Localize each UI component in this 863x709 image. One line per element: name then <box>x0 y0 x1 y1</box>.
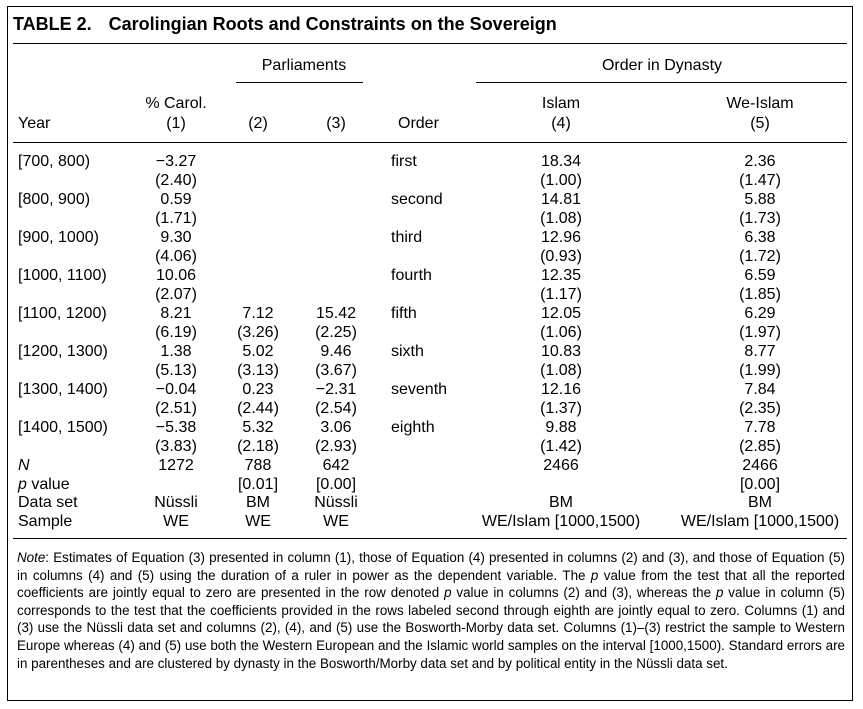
col5-header-top: We-Islam <box>726 95 794 112</box>
order-label: eighth <box>391 419 435 436</box>
col5-number: (5) <box>750 115 770 132</box>
col4-coef: 9.88 <box>545 419 577 436</box>
year-label: [1300, 1400) <box>18 381 108 398</box>
col3-se: (2.54) <box>315 400 357 417</box>
col3-se: (2.25) <box>315 324 357 341</box>
col1-coef: −5.38 <box>155 419 197 436</box>
col2-se: (2.44) <box>237 400 279 417</box>
n-col4: 2466 <box>543 457 579 474</box>
col5-coef: 5.88 <box>744 191 776 208</box>
col1-coef: −0.04 <box>155 381 197 398</box>
col2-coef: 5.02 <box>242 343 274 360</box>
year-header: Year <box>18 115 51 132</box>
n-col3: 642 <box>322 457 350 474</box>
col1-se: (4.06) <box>155 248 197 265</box>
table-note <box>17 549 845 672</box>
col5-coef: 2.36 <box>744 153 776 170</box>
order-label: sixth <box>391 343 424 360</box>
col1-se: (1.71) <box>155 210 197 227</box>
note-p-1: p <box>590 567 599 583</box>
col1-header-top: % Carol. <box>145 95 207 112</box>
year-label: [900, 1000) <box>18 229 99 246</box>
order-label: fifth <box>391 305 417 322</box>
col1-se: (2.51) <box>155 400 197 417</box>
table-label: TABLE 2. <box>13 14 92 34</box>
col3-coef: 9.46 <box>320 343 352 360</box>
year-label: [1100, 1200) <box>18 305 107 322</box>
note-part-2: value from the test that all the reported coefficients are jointly equal to zero are presented in the row denoted <box>17 567 846 601</box>
sample-label: Sample <box>18 513 73 530</box>
note-part-1: : Estimates of Equation (3) presented in column (1), those of Equation (4) presented in columns (2) and (3), and those of Equation (5) in columns (4) and (5) using the duration of a ruler in power as the dependent variable. The <box>17 550 845 583</box>
col4-se: (1.08) <box>540 210 582 227</box>
col3-se: (3.67) <box>315 362 357 379</box>
col1-coef: −3.27 <box>155 153 197 170</box>
order-label: seventh <box>391 381 448 398</box>
col5-se: (2.35) <box>739 400 781 417</box>
col2-se: (2.18) <box>237 438 279 455</box>
col5-se: (2.85) <box>739 438 781 455</box>
sample-col1: WE <box>163 513 189 530</box>
n-col2: 788 <box>244 457 272 474</box>
sample-col3: WE <box>323 513 349 530</box>
note-p-2: p <box>444 585 452 601</box>
col2-number: (2) <box>248 115 268 132</box>
col5-coef: 6.29 <box>744 305 776 322</box>
col4-header-top: Islam <box>541 95 581 112</box>
order-dynasty-header: Order in Dynasty <box>601 57 723 74</box>
parliaments-rule <box>236 82 363 83</box>
col1-se: (6.19) <box>155 324 197 341</box>
col1-se: (2.40) <box>155 172 197 189</box>
year-label: [1200, 1300) <box>18 343 108 360</box>
col1-se: (2.07) <box>155 286 197 303</box>
n-col5: 2466 <box>742 457 778 474</box>
col1-coef: 9.30 <box>160 229 192 246</box>
col2-se: (3.26) <box>237 324 279 341</box>
pvalue-col2: [0.01] <box>237 476 279 493</box>
sample-col4: WE/Islam [1000,1500) <box>481 513 641 530</box>
col4-se: (1.17) <box>540 286 582 303</box>
col4-coef: 18.34 <box>540 153 582 170</box>
col1-coef: 0.59 <box>160 191 192 208</box>
col4-se: (1.37) <box>540 400 582 417</box>
pvalue-col5: [0.00] <box>739 476 781 493</box>
col1-coef: 8.21 <box>160 305 192 322</box>
col3-number: (3) <box>326 115 346 132</box>
col4-coef: 12.96 <box>540 229 582 246</box>
order-label: first <box>391 153 417 170</box>
table-title <box>13 14 557 35</box>
col5-se: (1.47) <box>739 172 781 189</box>
col1-se: (5.13) <box>155 362 197 379</box>
col1-number: (1) <box>166 115 186 132</box>
col2-coef: 5.32 <box>242 419 274 436</box>
order-label: third <box>391 229 423 246</box>
dataset-col1: Nüssli <box>154 494 198 511</box>
n-col1: 1272 <box>158 457 194 474</box>
col5-coef: 8.77 <box>744 343 776 360</box>
col4-coef: 12.16 <box>540 381 582 398</box>
col3-se: (2.93) <box>315 438 357 455</box>
dataset-col5: BM <box>748 494 772 511</box>
dataset-label: Data set <box>18 494 78 511</box>
col5-se: (1.85) <box>739 286 781 303</box>
col1-coef: 10.06 <box>155 267 197 284</box>
col4-se: (1.06) <box>540 324 582 341</box>
order-label: second <box>391 191 443 208</box>
header-rule <box>13 142 847 143</box>
pvalue-col3: [0.00] <box>315 476 357 493</box>
col4-se: (1.08) <box>540 362 582 379</box>
sample-col5: WE/Islam [1000,1500) <box>680 513 840 530</box>
col1-coef: 1.38 <box>160 343 192 360</box>
dataset-col2: BM <box>246 494 270 511</box>
pvalue-label-p: p <box>18 476 27 493</box>
year-label: [800, 900) <box>18 191 91 208</box>
col5-coef: 6.59 <box>744 267 776 284</box>
order-header: Order <box>398 115 439 132</box>
note-part-3: value in columns (2) and (3), whereas the <box>451 585 716 601</box>
n-label: N <box>18 457 30 474</box>
col5-se: (1.72) <box>739 248 781 265</box>
col4-coef: 12.05 <box>540 305 582 322</box>
table-title-text: Carolingian Roots and Constraints on the Sovereign <box>108 14 557 34</box>
parliaments-header: Parliaments <box>261 57 347 74</box>
col3-coef: −2.31 <box>315 381 357 398</box>
pvalue-label <box>18 476 70 494</box>
order-dynasty-rule <box>476 82 847 83</box>
year-label: [700, 800) <box>18 153 91 170</box>
top-rule <box>13 43 847 44</box>
col3-coef: 15.42 <box>315 305 357 322</box>
sample-col2: WE <box>245 513 271 530</box>
note-label: Note <box>17 550 46 565</box>
note-part-4: value in column (5) corresponds to the test that the coefficients provided in the rows labeled second through eighth are jointly equal to zero. Columns (1) and (3) use the Nüssli data set and columns (2), (4), and (5) use the Bosworth-Morby data set. Columns (1)–(3) restrict the sample to Western Europe whereas (4) and (5) use both the Western European and the Islamic world samples on the interval [1000,1500). Standard errors are in parentheses and are clustered by dynasty in the Bosworth/Morby data set and by political entity in the Nüssli data set. <box>17 585 845 671</box>
order-label: fourth <box>391 267 432 284</box>
col4-se: (1.42) <box>540 438 582 455</box>
dataset-col4: BM <box>549 494 573 511</box>
col4-se: (1.00) <box>540 172 582 189</box>
col2-coef: 0.23 <box>242 381 274 398</box>
col2-se: (3.13) <box>237 362 279 379</box>
pvalue-label-rest: value <box>26 476 70 493</box>
col3-coef: 3.06 <box>320 419 352 436</box>
col5-se: (1.99) <box>739 362 781 379</box>
col5-se: (1.73) <box>739 210 781 227</box>
year-label: [1000, 1100) <box>18 267 107 284</box>
col2-coef: 7.12 <box>242 305 274 322</box>
col5-se: (1.97) <box>739 324 781 341</box>
year-label: [1400, 1500) <box>18 419 108 436</box>
col5-coef: 6.38 <box>744 229 776 246</box>
col4-se: (0.93) <box>540 248 582 265</box>
bottom-rule <box>13 538 847 539</box>
col5-coef: 7.78 <box>744 419 776 436</box>
dataset-col3: Nüssli <box>314 494 358 511</box>
note-p-3: p <box>715 585 724 601</box>
col4-number: (4) <box>551 115 571 132</box>
col4-coef: 12.35 <box>540 267 582 284</box>
col4-coef: 10.83 <box>540 343 582 360</box>
col4-coef: 14.81 <box>540 191 582 208</box>
col1-se: (3.83) <box>155 438 197 455</box>
col5-coef: 7.84 <box>744 381 776 398</box>
